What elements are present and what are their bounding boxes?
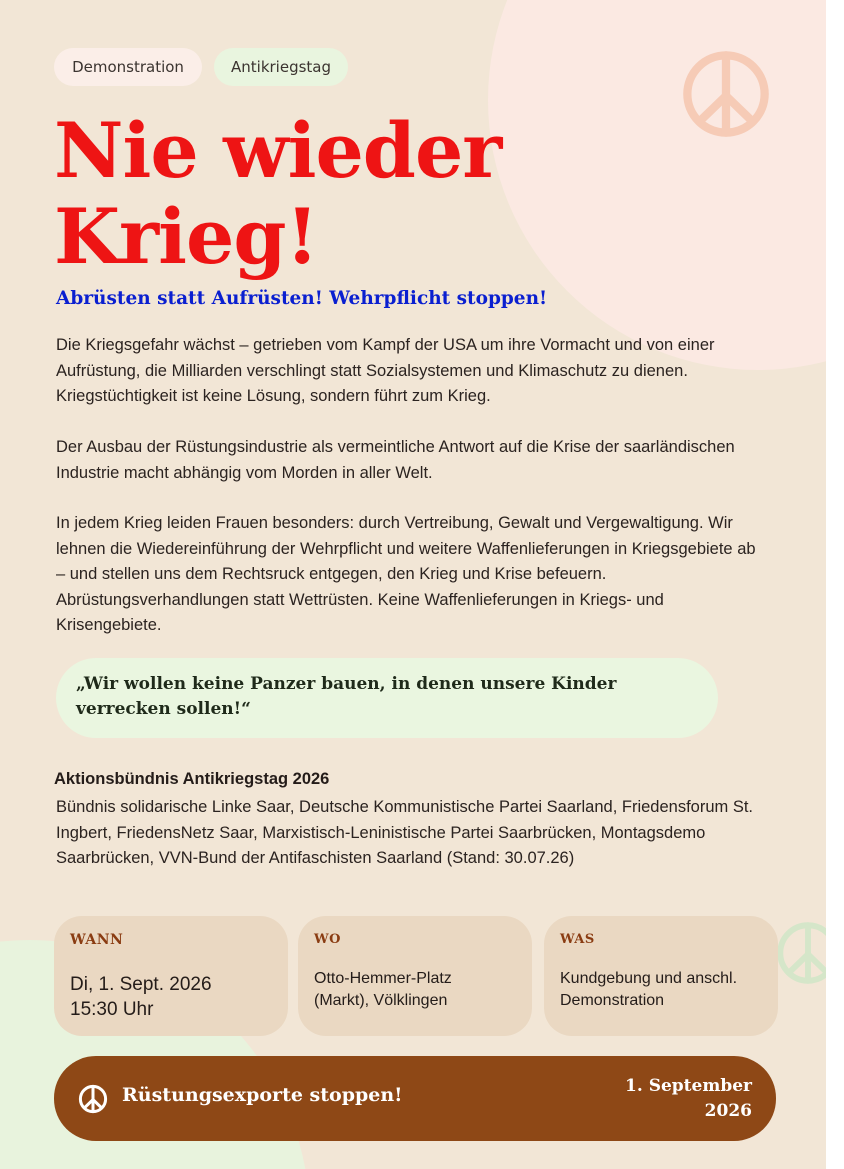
bottom-banner <box>54 1056 776 1141</box>
banner-date-line-2: 2026 <box>704 1101 752 1121</box>
quote-text: „Wir wollen keine Panzer bauen, in denen unsere Kinder verrecken sollen!“ <box>76 674 617 719</box>
card-value-what <box>560 968 770 1012</box>
card-label-what: WAS <box>560 932 595 947</box>
banner-date <box>552 1074 752 1124</box>
location-line-1: Otto-Hemmer-Platz <box>314 970 452 987</box>
location-line-2: (Markt), Völklingen <box>314 992 448 1009</box>
alliance-title: Aktionsbündnis Antikriegstag 2026 <box>54 770 330 788</box>
paragraph-arms-industry: Der Ausbau der Rüstungsindustrie als vermeintliche Antwort auf die Krise der saarländischen Industrie macht abhängig vom Morden in aller Welt. <box>56 438 735 482</box>
paragraph-women-conscription: In jedem Krieg leiden Frauen besonders: durch Vertreibung, Gewalt und Vergewaltigung. Wir lehnen die Wiedereinführung der Wehrpflicht und weitere Waffenlieferungen in Kriegsgebiete ab – und stellen uns dem Rechtsruck entgegen, den Krieg und Krise befeuern. Abrüstungsverhandlungen statt Wettrüsten. Keine Waffenlieferungen in Kriegs- und Krisengebiete. <box>56 514 756 634</box>
info-card-where <box>298 916 532 1036</box>
time-line: 15:30 Uhr <box>70 999 154 1020</box>
banner-date-line-1: 1. September <box>625 1076 752 1096</box>
info-card-what <box>544 916 778 1036</box>
tag-antikriegstag: Antikriegstag <box>214 48 348 86</box>
quote-box <box>56 658 718 738</box>
banner-slogan: Rüstungsexporte stoppen! <box>122 1084 403 1106</box>
tag-demonstration: Demonstration <box>54 48 202 86</box>
card-value-where <box>314 968 524 1012</box>
date-line: Di, 1. Sept. 2026 <box>70 974 212 995</box>
event-line-2: Demonstration <box>560 992 665 1009</box>
card-label-when: WANN <box>70 932 124 948</box>
info-card-when <box>54 916 288 1036</box>
card-value-when <box>70 972 280 1022</box>
peace-sign-icon <box>78 1084 108 1114</box>
event-line-1: Kundgebung und anschl. <box>560 970 738 987</box>
paragraph-war-danger: Die Kriegsgefahr wächst – getrieben vom Kampf der USA um ihre Vormacht und von einer Aufrüstung, die Milliarden verschlingt statt Sozialsystemen und Klimaschutz zu dienen. Kriegstüchtigkeit ist keine Lösung, sondern führt zum Krieg. <box>56 336 715 405</box>
card-label-where: WO <box>314 932 341 947</box>
peace-sign-icon <box>775 920 826 986</box>
headline: Nie wieder Krieg! <box>54 106 502 281</box>
subheadline: Abrüsten statt Aufrüsten! Wehrpflicht stoppen! <box>56 288 548 309</box>
alliance-members: Bündnis solidarische Linke Saar, Deutsche Kommunistische Partei Saarland, Friedensforum St. Ingbert, FriedensNetz Saar, Marxistisch-Leninistische Partei Saarbrücken, Montagsdemo Saarbrücken, VVN-Bund der Antifaschisten Saarland (Stand: 30.07.26) <box>56 798 754 867</box>
